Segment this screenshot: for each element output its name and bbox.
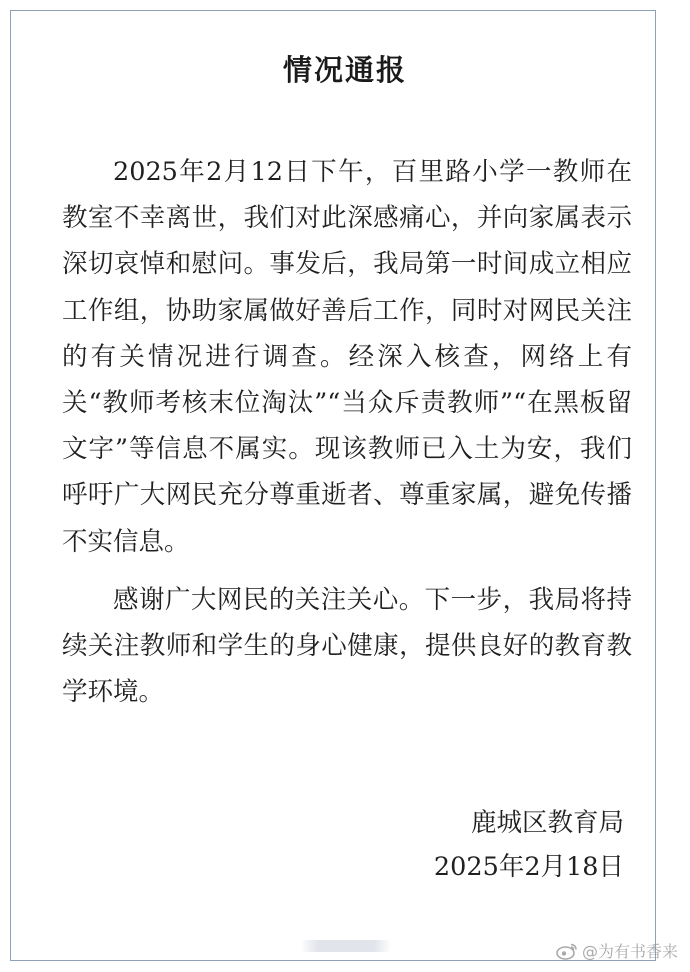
blurred-mark — [300, 940, 392, 952]
document-title: 情况通报 — [282, 53, 407, 87]
watermark — [556, 939, 678, 962]
watermark-text: @为有书香来 — [581, 942, 678, 961]
paragraph-2: 感谢广大网民的关注关心。下一步，我局将持续关注教师和学生的身心健康，提供良好的教育教学环境。 — [62, 585, 632, 708]
signature-organization: 鹿城区教育局 — [470, 808, 624, 838]
signature-date: 2025年2月18日 — [433, 852, 624, 882]
paragraph-1: 2025年2月12日下午，百里路小学一教师在教室不幸离世，我们对此深感痛心，并向家属表示深切哀悼和慰问。事发后，我局第一时间成立相应工作组，协助家属做好善后工作，同时对网民关注的有关情况进行调查。经深入核查，网络上有关“教师考核末位淘汰”“当众斥责教师”“在黑板留文字”等信息不属实。现该教师已入土为安，我们呼吁广大网民充分尊重逝者、尊重家属，避免传播不实信息。 — [62, 157, 632, 557]
weibo-icon — [556, 942, 578, 960]
